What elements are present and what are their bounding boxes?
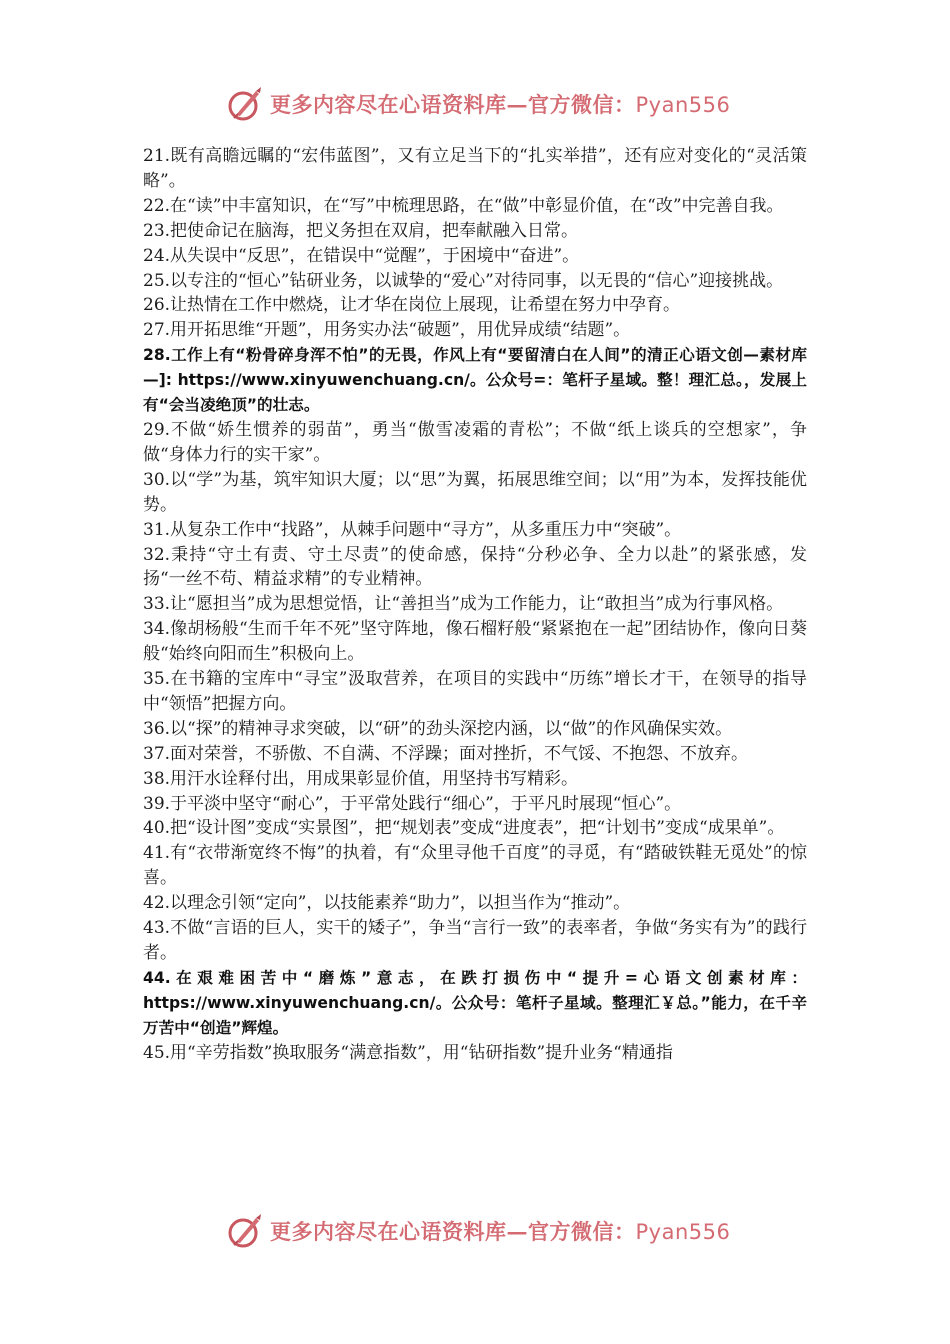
- list-item: 23.把使命记在脑海，把义务担在双肩，把奉献融入日常。: [143, 220, 579, 241]
- list-item: 43.不做“言语的巨人，实干的矮子”，争当“言行一致”的表率者，争做“务实有为”的践行者。: [143, 918, 807, 963]
- list-item: 33.让“愿担当”成为思想觉悟，让“善担当”成为工作能力，让“敢担当”成为行事风格。: [143, 594, 784, 615]
- header-banner-text: [270, 89, 730, 119]
- quill-pen-logo-icon: [226, 85, 264, 123]
- list-item: 37.面对荣誉，不骄傲、不自满、不浮躁；面对挫折，不气馁、不抱怨、不放弃。: [143, 743, 749, 764]
- list-item: 26.让热情在工作中燃烧，让才华在岗位上展现，让希望在努力中孕育。: [143, 295, 681, 316]
- banner-text: 更多内容尽在心语资料库—官方微信：: [270, 92, 636, 117]
- list-item: 36.以“探”的精神寻求突破，以“研”的劲头深挖内涵，以“做”的作风确保实效。: [143, 718, 733, 739]
- list-item: 45.用“辛劳指数”换取服务“满意指数”，用“钻研指数”提升业务“精通指: [143, 1042, 673, 1063]
- quill-pen-logo-icon: [226, 1212, 264, 1250]
- list-item: 39.于平淡中坚守“耐心”，于平常处践行“细心”，于平凡时展现“恒心”。: [143, 793, 682, 814]
- list-item: 22.在“读”中丰富知识，在“写”中梳理思路，在“做”中彰显价值，在“改”中完善自我。: [143, 195, 784, 216]
- list-item: 28.工作上有“粉骨碎身浑不怕”的无畏，作风上有“要留清白在人间”的清正心语文创—素材库—]: https://www.xinyuwenchuang.cn/。公众号=：笔杆子星域。整！理汇总。，发展上有“会当凌绝顶”的壮志。: [143, 346, 807, 415]
- list-item: 34.像胡杨般“生而千年不死”坚守阵地，像石榴籽般“紧紧抱在一起”团结协作，像向日葵般“始终向阳而生”积极向上。: [143, 619, 807, 665]
- list-item: 29.不做“娇生惯养的弱苗”，勇当“傲雪凌霜的青松”；不做“纸上谈兵的空想家”，争做“身体力行的实干家”。: [143, 419, 807, 465]
- list-item: 44.在艰难困苦中“磨炼”意志，在跌打损伤中“提升=心语文创素材库：https://www.xinyuwenchuang.cn/。公众号：笔杆子星域。整理汇￥总。”能力，在千辛万苦中“创造”辉煌。: [143, 968, 807, 1037]
- banner-wechat-id: Pyan556: [635, 1220, 731, 1244]
- list-item: 31.从复杂工作中“找路”，从棘手问题中“寻方”，从多重压力中“突破”。: [143, 519, 682, 540]
- banner-wechat-id: Pyan556: [635, 93, 731, 117]
- list-item: 40.把“设计图”变成“实景图”，把“规划表”变成“进度表”，把“计划书”变成“成果单”。: [143, 818, 785, 839]
- header-banner: [226, 82, 730, 126]
- list-item: 42.以理念引领“定向”，以技能素养“助力”，以担当作为“推动”。: [143, 893, 631, 914]
- list-item: 24.从失误中“反思”，在错误中“觉醒”，于困境中“奋进”。: [143, 245, 580, 266]
- footer-banner: [226, 1209, 730, 1253]
- list-item: 38.用汗水诠释付出，用成果彰显价值，用坚持书写精彩。: [143, 768, 579, 789]
- list-item: 32.秉持“守土有责、守土尽责”的使命感，保持“分秒必争、全力以赴”的紧张感，发扬“一丝不苟、精益求精”的专业精神。: [143, 544, 807, 590]
- footer-banner-text: [270, 1216, 730, 1246]
- list-item: 21.既有高瞻远瞩的“宏伟蓝图”，又有立足当下的“扎实举措”，还有应对变化的“灵活策略”。: [143, 146, 807, 191]
- list-item: 41.有“衣带渐宽终不悔”的执着，有“众里寻他千百度”的寻觅，有“踏破铁鞋无觅处”的惊喜。: [143, 843, 807, 889]
- banner-text: 更多内容尽在心语资料库—官方微信：: [270, 1219, 636, 1244]
- list-item: 27.用开拓思维“开题”，用务实办法“破题”，用优异成绩“结题”。: [143, 320, 631, 341]
- list-item: 25.以专注的“恒心”钻研业务，以诚挚的“爱心”对待同事，以无畏的“信心”迎接挑战。: [143, 270, 784, 291]
- document-body: [143, 144, 807, 1066]
- list-item: 30.以“学”为基，筑牢知识大厦；以“思”为翼，拓展思维空间；以“用”为本，发挥技能优势。: [143, 469, 807, 515]
- list-item: 35.在书籍的宝库中“寻宝”汲取营养，在项目的实践中“历练”增长才干，在领导的指导中“领悟”把握方向。: [143, 669, 807, 714]
